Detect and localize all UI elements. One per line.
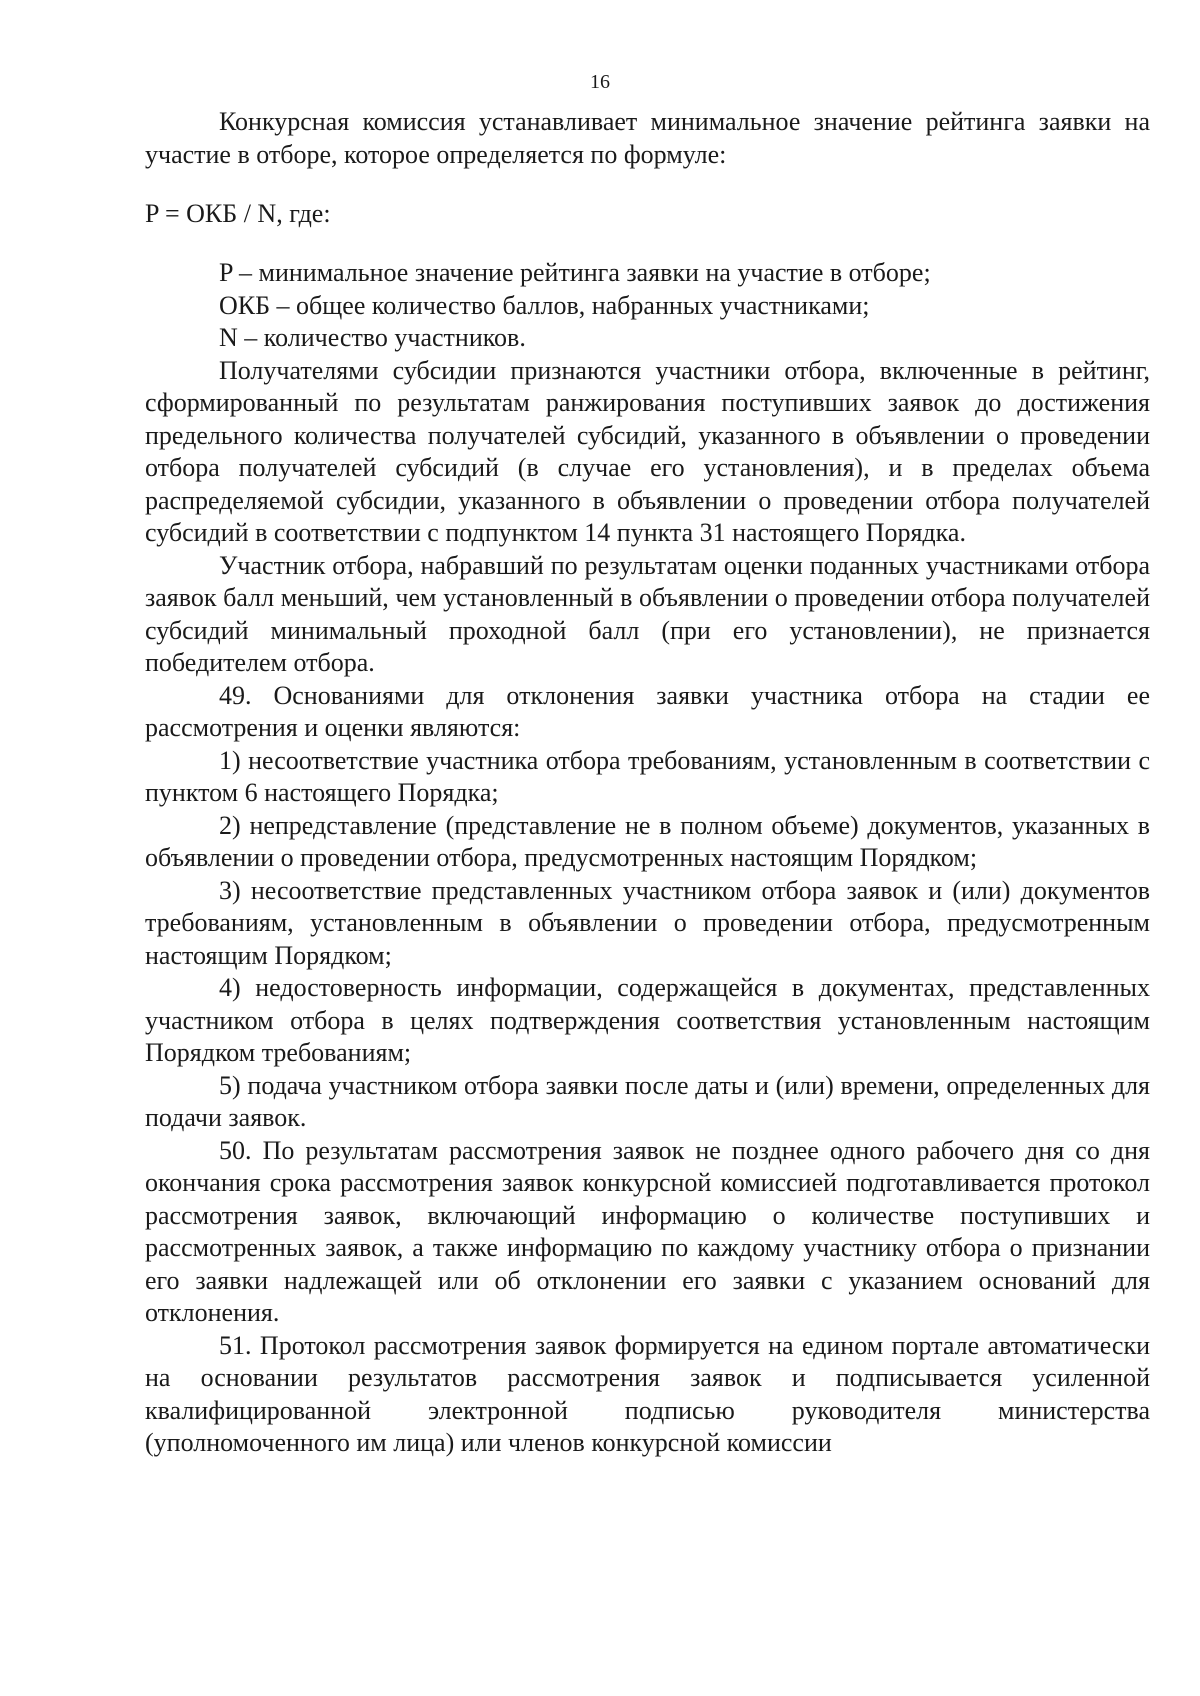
definition-okb: ОКБ – общее количество баллов, набранных участниками; <box>219 290 870 320</box>
paragraph-49-item-4: 4) недостоверность информации, содержащейся в документах, представленных участником отбора в целях подтверждения соответствия установленным настоящим Порядком требованиям; <box>145 973 1150 1067</box>
page-number: 16 <box>590 71 610 93</box>
paragraph-50: 50. По результатам рассмотрения заявок не позднее одного рабочего дня со дня окончания срока рассмотрения заявок конкурсной комиссией подготавливается протокол рассмотрения заявок, включающий информацию о количестве поступивших и рассмотренных заявок, а также информацию по каждому участнику отбора о признании его заявки надлежащей или об отклонении его заявки с указанием оснований для отклонения. <box>145 1135 1150 1327</box>
formula: P = ОКБ / N, где: <box>145 199 331 228</box>
paragraph-51: 51. Протокол рассмотрения заявок формируется на едином портале автоматически на основании результатов рассмотрения заявок и подписывается усиленной квалифицированной электронной подписью руководителя министерства (уполномоченного им лица) или членов конкурсной комиссии <box>145 1330 1150 1457</box>
definition-n: N – количество участников. <box>219 323 526 352</box>
document-body <box>145 106 1150 1460</box>
paragraph-49: 49. Основаниями для отклонения заявки участника отбора на стадии ее рассмотрения и оценки являются: <box>145 680 1150 742</box>
paragraph-intro: Конкурсная комиссия устанавливает минимальное значение рейтинга заявки на участие в отборе, которое определяется по формуле: <box>145 107 1150 169</box>
paragraph-49-item-1: 1) несоответствие участника отбора требованиям, установленным в соответствии с пунктом 6 настоящего Порядка; <box>145 745 1150 807</box>
paragraph-49-item-3: 3) несоответствие представленных участником отбора заявок и (или) документов требованиям, установленным в объявлении о проведении отбора, предусмотренным настоящим Порядком; <box>145 875 1150 970</box>
paragraph-recipients: Получателями субсидии признаются участники отбора, включенные в рейтинг, сформированный по результатам ранжирования поступивших заявок до достижения предельного количества получателей субсидий, указанного в объявлении о проведении отбора получателей субсидий (в случае его установления), и в пределах объема распределяемой субсидии, указанного в объявлении о проведении отбора получателей субсидий в соответствии с подпунктом 14 пункта 31 настоящего Порядка. <box>145 355 1150 547</box>
paragraph-49-item-2: 2) непредставление (представление не в полном объеме) документов, указанных в объявлении о проведении отбора, предусмотренных настоящим Порядком; <box>145 810 1150 872</box>
definition-p: P – минимальное значение рейтинга заявки на участие в отборе; <box>219 258 931 287</box>
paragraph-min-score: Участник отбора, набравший по результатам оценки поданных участниками отбора заявок балл меньший, чем установленный в объявлении о проведении отбора получателей субсидий минимальный проходной балл (при его установлении), не признается победителем отбора. <box>145 550 1150 677</box>
paragraph-49-item-5: 5) подача участником отбора заявки после даты и (или) времени, определенных для подачи заявок. <box>145 1070 1150 1132</box>
